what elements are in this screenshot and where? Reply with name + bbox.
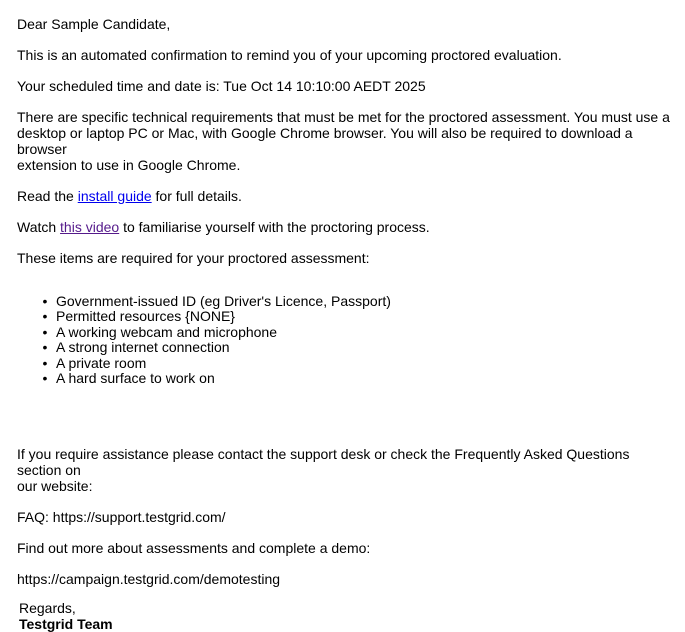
install-suffix: for full details. [151,188,242,204]
bullet-icon: • [42,354,48,371]
bullet-icon: • [42,339,48,356]
install-paragraph [17,188,677,204]
requirements-paragraph [17,109,677,173]
video-link[interactable]: this video [60,219,120,235]
list-item: • A working webcam and microphone [17,325,677,340]
requirements-line: There are specific technical requirements that must be met for the proctored assessment. You must use a [17,109,670,125]
list-item: • Permitted resources {NONE} [17,309,677,324]
video-paragraph [17,219,677,235]
requirements-line: desktop or laptop PC or Mac, with Google Chrome browser. You will also be required to download a browser [17,125,633,157]
list-item: • A private room [17,356,677,371]
email-body [17,16,677,587]
faq-line: FAQ: https://support.testgrid.com/ [17,509,226,526]
demo-url: https://campaign.testgrid.com/demotesting [17,571,281,588]
bullet-icon: • [42,308,48,325]
schedule-line: Your scheduled time and date is: Tue Oct 14 10:10:00 AEDT 2025 [17,78,426,94]
regards: Regards, [19,600,76,616]
list-item: • A hard surface to work on [17,371,677,386]
list-item: • A strong internet connection [17,340,677,355]
requirements-line: extension to use in Google Chrome. [17,157,241,173]
items-heading: These items are required for your proctored assessment: [17,250,370,266]
demo-text: Find out more about assessments and complete a demo: [17,540,371,557]
video-prefix: Watch [17,219,61,235]
required-items-list [17,294,677,386]
bullet-icon: • [42,323,48,340]
assistance-line: our website: [17,478,93,495]
team-name: Testgrid Team [19,616,113,632]
video-suffix: to familiarise yourself with the proctoring process. [119,219,430,235]
install-prefix: Read the [17,188,78,204]
signoff [19,600,113,632]
intro-paragraph: This is an automated confirmation to remind you of your upcoming proctored evaluation. [17,47,562,63]
bullet-icon: • [42,370,48,387]
assistance-paragraph [17,446,677,494]
greeting: Dear Sample Candidate, [17,16,171,32]
bullet-icon: • [42,293,48,309]
assistance-line: If you require assistance please contact the support desk or check the Frequently Asked Questions section on [17,446,630,479]
list-item: • Government-issued ID (eg Driver's Licence, Passport) [17,294,677,309]
install-guide-link[interactable]: install guide [77,188,152,204]
